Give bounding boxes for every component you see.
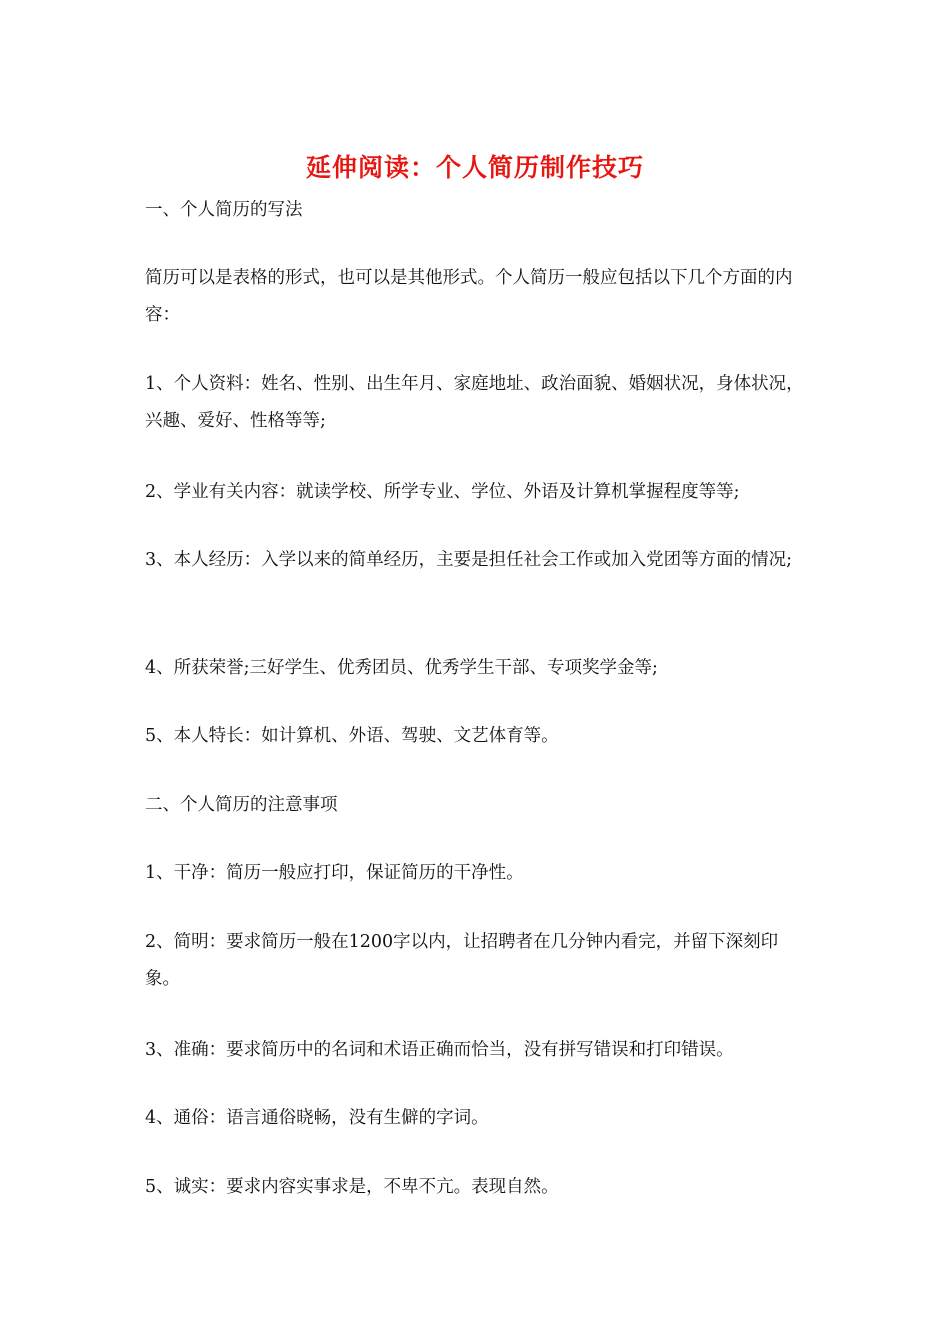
section-heading-1: 一、个人简历的写法 (145, 200, 303, 220)
notice-item-3: 3、准确：要求简历中的名词和术语正确而恰当，没有拼写错误和打印错误。 (145, 1040, 734, 1060)
notice-item-4: 4、通俗：语言通俗晓畅，没有生僻的字词。 (145, 1108, 489, 1128)
writing-item-4: 4、所获荣誉;三好学生、优秀团员、优秀学生干部、专项奖学金等; (145, 658, 658, 678)
writing-item-2: 2、学业有关内容：就读学校、所学专业、学位、外语及计算机掌握程度等等; (145, 482, 740, 502)
notice-item-5: 5、诚实：要求内容实事求是，不卑不亢。表现自然。 (145, 1177, 559, 1197)
section-heading-2: 二、个人简历的注意事项 (145, 795, 338, 815)
notice-item-2: 2、简明：要求简历一般在1200字以内，让招聘者在几分钟内看完，并留下深刻印象。 (145, 932, 779, 989)
writing-item-3: 3、本人经历：入学以来的简单经历，主要是担任社会工作或加入党团等方面的情况; (145, 550, 793, 570)
notice-item-1: 1、干净：简历一般应打印，保证简历的干净性。 (145, 863, 524, 883)
document-title: 延伸阅读：个人简历制作技巧 (305, 153, 644, 182)
writing-item-5: 5、本人特长：如计算机、外语、驾驶、文艺体育等。 (145, 726, 559, 746)
intro-paragraph: 简历可以是表格的形式，也可以是其他形式。个人简历一般应包括以下几个方面的内容： (145, 268, 793, 325)
writing-item-1: 1、个人资料：姓名、性别、出生年月、家庭地址、政治面貌、婚姻状况，身体状况，兴趣、爱好、性格等等; (145, 374, 804, 431)
